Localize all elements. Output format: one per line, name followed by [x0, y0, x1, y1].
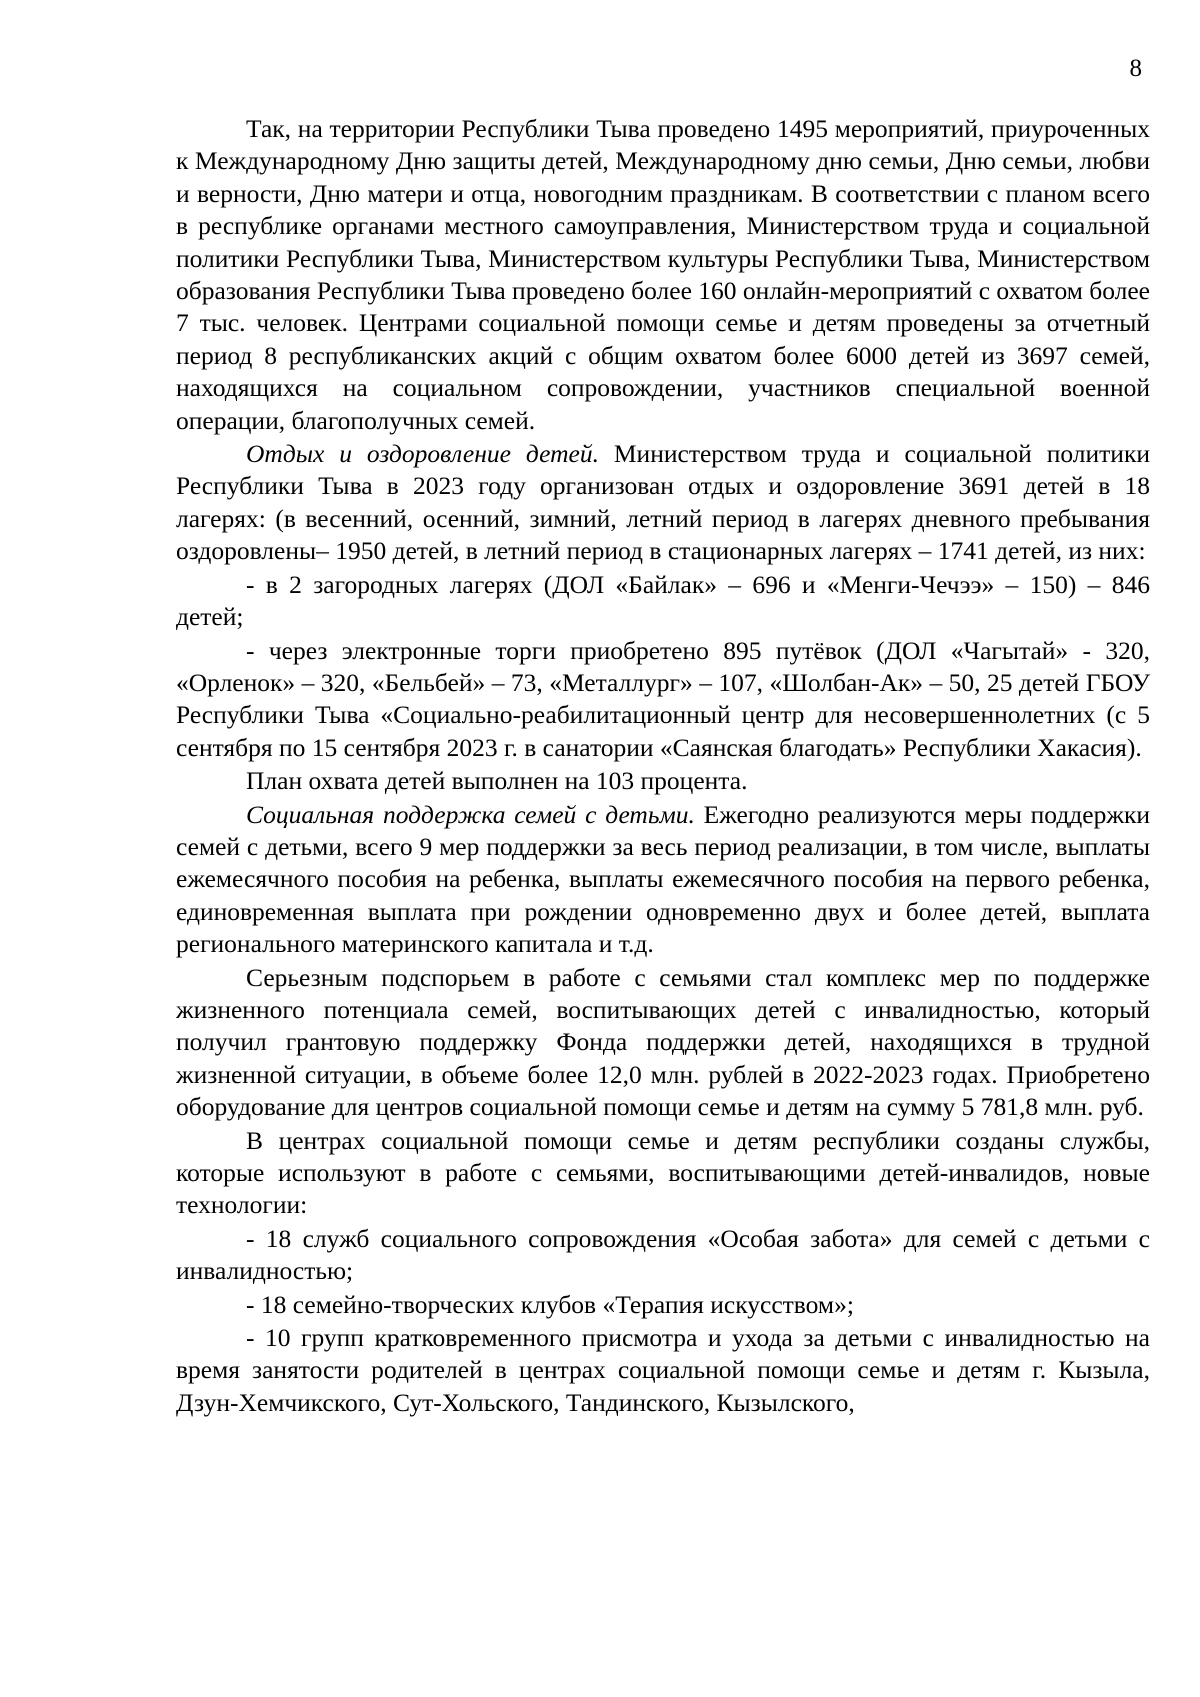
paragraph-text: - 10 групп кратковременного присмотра и ухода за детьми с инвалидностью на время занятости родителей в центрах социальной помощи семье и детям г. Кызыла, Дзун-Хемчикского, Сут-Хольского, Тандинского, Кызылского, — [176, 1323, 1150, 1417]
paragraph-text: - 18 служб социального сопровождения «Особая забота» для семей с детьми с инвалидностью; — [176, 1223, 1150, 1286]
paragraph-grant-support — [176, 962, 1150, 1124]
document-body — [176, 113, 1150, 1420]
paragraph-recreation — [176, 438, 1150, 568]
paragraph-lead: Социальная поддержка семей с детьми. — [246, 799, 695, 829]
paragraph-services — [176, 1125, 1150, 1222]
list-item-special-care — [176, 1223, 1150, 1288]
paragraph-text: План охвата детей выполнен на 103 процента. — [246, 766, 748, 796]
paragraph-events — [176, 113, 1150, 437]
list-item-short-term-care — [176, 1322, 1150, 1419]
page-number: 8 — [1129, 55, 1142, 82]
paragraph-plan-coverage — [176, 765, 1150, 797]
paragraph-text: Так, на территории Республики Тыва проведено 1495 мероприятий, приуроченных к Международному Дню защиты детей, Международному дню семьи, Дню семьи, любви и верности, Дню матери и отца, новогодним праздникам. В соответствии с планом всего в республике органами местного самоуправления, Министерством труда и социальной политики Республики Тыва, Министерством культуры Республики Тыва, Министерством образования Республики Тыва проведено более 160 онлайн-мероприятий с охватом более 7 тыс. человек. Центрами социальной помощи семье и детям проведены за отчетный период 8 республиканских акций с общим охватом более 6000 детей из 3697 семей, находящихся на социальном сопровождении, участников специальной военной операции, благополучных семей. — [176, 114, 1150, 435]
paragraph-text: Министерством труда и социальной политики Республики Тыва в 2023 году организован отдых и оздоровление 3691 детей в 18 лагерях: (в весенний, осенний, зимний, летний период в лагерях дневного пребывания оздоровлены– 1950 детей, в летний период в стационарных лагерях – 1741 детей, из них: — [176, 439, 1150, 566]
paragraph-text: Серьезным подспорьем в работе с семьями стал комплекс мер по поддержке жизненного потенциала семей, воспитывающих детей с инвалидностью, который получил грантовую поддержку Фонда поддержки детей, находящихся в трудной жизненной ситуации, в объеме более 12,0 млн. рублей в 2022-2023 годах. Приобретено оборудование для центров социальной помощи семье и детям на сумму 5 781,8 млн. руб. — [176, 962, 1150, 1122]
paragraph-social-support — [176, 799, 1150, 961]
paragraph-text: - 18 семейно-творческих клубов «Терапия искусством»; — [246, 1289, 854, 1319]
paragraph-text: - в 2 загородных лагерях (ДОЛ «Байлак» – 696 и «Менги-Чечээ» – 150) – 846 детей; — [176, 569, 1150, 632]
paragraph-text: В центрах социальной помощи семье и детям республики созданы службы, которые используют в работе с семьями, воспитывающими детей-инвалидов, новые технологии: — [176, 1125, 1150, 1220]
paragraph-lead: Отдых и оздоровление детей. — [246, 439, 599, 469]
list-item-vouchers — [176, 635, 1150, 765]
paragraph-text: Ежегодно реализуются меры поддержки семей с детьми, всего 9 мер поддержки за весь период реализации, в том числе, выплаты ежемесячного пособия на ребенка, выплаты ежемесячного пособия на первого ребенка, единовременная выплата при рождении одновременно двух и более детей, выплата регионального материнского капитала и т.д. — [176, 799, 1150, 959]
list-item-art-therapy — [176, 1289, 1150, 1321]
paragraph-text: - через электронные торги приобретено 895 путёвок (ДОЛ «Чагытай» - 320, «Орленок» – 320, «Бельбей» – 73, «Металлург» – 107, «Шолбан-Ак» – 50, 25 детей ГБОУ Республики Тыва «Социально-реабилитационный центр для несовершеннолетних (с 5 сентября по 15 сентября 2023 г. в санатории «Саянская благодать» Республики Хакасия). — [176, 635, 1150, 762]
list-item-country-camps — [176, 569, 1150, 634]
